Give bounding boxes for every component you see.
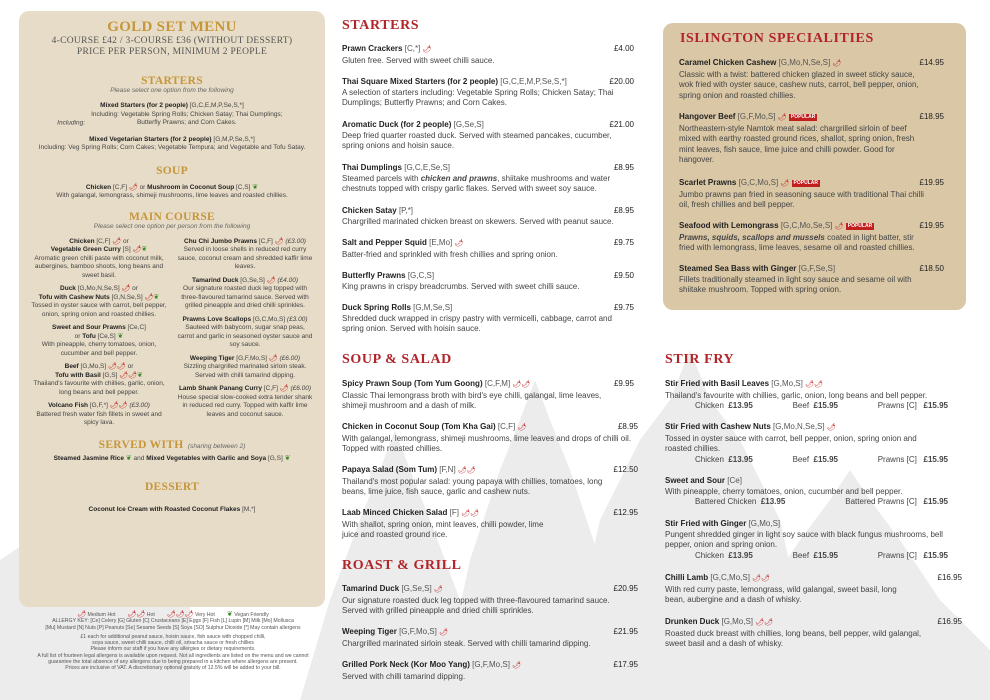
gold-dessert-heading: DESSERT [144, 481, 200, 493]
menu-item: Prawn Crackers [C,*] 🌶 £4.00 Gluten free. Served with sweet chilli sauce. [342, 44, 634, 65]
gold-main-item: Chicken [C,F] 🌶 or Vegetable Green Curry [S] 🌶❦ Aromatic green chilli paste with coconut milk, aubergines, bamboo shoots, long beans and sweet basil. [34, 237, 164, 279]
menu-item: Sweet and Sour [Ce] With pineapple, cherry tomatoes, onion, cucumber and bell pepper. Battered Chicken £13.95 Battered Prawns [C] £15.95 [665, 476, 948, 506]
gold-main-item: Weeping Tiger [G,F,Mo,S] 🌶 (£6.00) Sizzling chargrilled marinated sirloin steak. Served with chilli tamarind dipping. [183, 354, 307, 379]
legend-note: Please inform our staff if you have any allergies or dietary requirements. [90, 646, 256, 653]
gold-served-with: SERVED WITH (sharing between 2) [98, 438, 246, 451]
menu-item: Stir Fried with Ginger [G,Mo,S] Pungent shredded ginger in light soy sauce with black fungus mushrooms, bell pepper, onion and spring onion. Chicken £13.95 Beef £15.95 Prawns [C] £15.95 [665, 519, 948, 560]
gold-main-note: Please select one option per person from the following [93, 222, 251, 230]
legend-note: A full list of fourteen legal allergens is available upon request. Not all ingredients are listed on the menu and we cannot [37, 652, 309, 659]
popular-badge: POPULAR [847, 223, 873, 229]
allergy-legend [22, 612, 324, 672]
menu-item: Duck Spring Rolls [G,M,Se,S] £9.75 Shredded duck wrapped in crispy pastry with vermicelli, cabbage, carrot and spring onion. Served with hoisin sauce. [342, 303, 634, 333]
menu-item: Stir Fried with Cashew Nuts [G,Mo,N,Se,S] 🌶 Tossed in oyster sauce with carrot, bell pepper, onion, spring onion and roasted chillies. Chicken £13.95 Beef £15.95 Prawns [C] £15.95 [665, 422, 948, 464]
legend-note: soya sauce, sweet chilli sauce, chilli oil, sriracha sauce or fresh chillies [92, 640, 254, 647]
menu-item: Chilli Lamb [G,C,Mo,S] 🌶🌶 £16.95 With red curry paste, lemongrass, wild galangal, sweet basil, long bean, aubergine and a dash of whisky. [665, 573, 962, 604]
stir-fry-heading: STIR FRY [665, 352, 735, 367]
gold-main-item: Chu Chi Jumbo Prawns [C,F] 🌶 (£3.00) Served in loose shells in reduced red curry sauce, coconut cream and shredded kaffir lime leaves. [177, 237, 313, 270]
gold-main-left-column [31, 238, 167, 433]
gold-dessert-item: Coconut Ice Cream with Roasted Coconut Flakes [M,*] [88, 506, 256, 513]
price-options: Chicken £13.95 Beef £15.95 Prawns [C] £15.95 [695, 454, 948, 464]
price-options: Chicken £13.95 Beef £15.95 Prawns [C] £15.95 [695, 550, 948, 560]
starters-heading: STARTERS [342, 18, 420, 33]
menu-item: Laab Minced Chicken Salad [F] 🌶🌶 £12.95 With shallot, spring onion, mint leaves, chilli powder, lime juice and roasted ground rice. [342, 508, 638, 539]
gold-main-item: Lamb Shank Panang Curry [C,F] 🌶 (£6.00) House special slow-cooked extra tender shank in reduced red curry. Topped with kaffir lime leaves and coconut sauce. [177, 385, 313, 418]
chili-icon: 🌶🌶 [127, 611, 146, 618]
price-options: Chicken £13.95 Beef £15.95 Prawns [C] £15.95 [695, 401, 948, 410]
gold-starters-note: Please select one option from the following [110, 87, 234, 94]
menu-item: Stir Fried with Basil Leaves [G,Mo,S] 🌶🌶 Thailand's favourite with chillies, garlic, onion, long beans and bell pepper. Chicken £13.95 Beef £15.95 Prawns [C] £15.95 [665, 379, 948, 410]
legend-note: Prices are inclusive of VAT. A discretionary optional gratuity of 12.5% will be added to your bill. [65, 665, 281, 672]
legend-note: guarantee the total absence of any allergens due to being prepared in a kitchen where allergens are present. [48, 659, 298, 666]
menu-item: Chicken Satay [P,*] £8.95 Chargrilled marinated chicken breast on skewers. Served with peanut sauce. [342, 206, 634, 226]
vegan-leaf-icon: ❦ [226, 611, 233, 618]
chili-icon: 🌶 [77, 611, 87, 618]
popular-badge: POPULAR [790, 114, 816, 120]
gold-main-item: Volcano Fish [G,F,*] 🌶🌶 (£3.00) Battered fresh water fish fillets in sweet and spicy lava. [36, 402, 162, 426]
menu-item: Butterfly Prawns [G,C,S] £9.50 King prawns in crispy breadcrumbs. Served with sweet chilli sauce. [342, 271, 634, 291]
menu-item: Steamed Sea Bass with Ginger [G,F,Se,S] £18.50 Fillets traditionally steamed in light soy sauce and sesame oil with shiitake mushroom. Topped with spring onion. [679, 264, 944, 294]
chili-icon: 🌶🌶🌶 [166, 611, 194, 618]
allergy-key-line: [Mu] Mustard [N] Nuts [P] Peanuts [Se] Sesame Seeds [S] Soya [SO] Sulphur Dioxide [*] May contain allergens [45, 624, 301, 631]
menu-item: Chicken in Coconut Soup (Tom Kha Gai) [C,F] 🌶 £8.95 With galangal, lemongrass, shimeji mushrooms, lime leaves and drops of chilli oil. Topped with roasted chillies. [342, 422, 638, 453]
menu-item: Weeping Tiger [G,F,Mo,S] 🌶 £21.95 Chargrilled marinated sirloin steak. Served with chilli tamarind dipping. [342, 627, 638, 648]
menu-item: Grilled Pork Neck (Kor Moo Yang) [G,F,Mo,S] 🌶 £17.95 Served with chilli tamarind dipping. [342, 660, 638, 681]
legend-note: £1 each for additional peanut sauce, hoisin sauce, fish sauce with chopped chilli, [80, 633, 266, 640]
islington-specialities-panel [663, 23, 966, 310]
roast-grill-heading: ROAST & GRILL [342, 558, 462, 573]
gold-served-with-desc: Steamed Jasmine Rice ❦ and Mixed Vegetables with Garlic and Soya [G,S] ❦ [53, 454, 291, 462]
chili-icon: 🌶 [128, 183, 138, 191]
menu-item: Thai Dumplings [G,C,E,Se,S] £8.95 Steamed parcels with chicken and prawns, shiitake mushrooms and water chestnuts topped with crispy garlic flakes. Served with sweet soy sauce. [342, 163, 634, 193]
menu-item: Salt and Pepper Squid [E,Mo] 🌶 £9.75 Batter-fried and sprinkled with fresh chillies and spring onion. [342, 238, 634, 259]
gold-main-item: Duck [G,Mo,N,Se,S] 🌶 or Tofu with Cashew Nuts [G,N,Se,S] 🌶❦ Tossed in oyster sauce with carrot, bell pepper, onion, spring onion and roasted chillies. [31, 285, 167, 318]
menu-item: Papaya Salad (Som Tum) [F,N] 🌶🌶 £12.50 Thailand's most popular salad: young papaya with chillies, tomatoes, long beans, lime juice, fish sauce, garlic and cashew nuts. [342, 465, 638, 496]
popular-badge: POPULAR [793, 180, 818, 186]
vegan-leaf-icon: ❦ [252, 183, 259, 191]
allergy-key-line: ALLERGY KEY: [Ce] Celery [G] Gluten [C] Crustaceans [E] Eggs [F] Fish [L] Lupin [M] Milk [Mo] Mollusca [52, 618, 294, 625]
islington-heading: ISLINGTON SPECIALITIES [680, 31, 874, 46]
gold-main-item: Prawns Love Scallops [G,C,Mo,S] (£3.00) Sauteed with babycorn, sugar snap peas, carrot and garlic in seasoned oyster sauce and soy sauce. [177, 315, 313, 348]
gold-set-menu-title: GOLD SET MENU [107, 19, 237, 35]
gold-set-menu-panel [19, 11, 325, 607]
menu-item: Hangover Beef [G,F,Mo,S] 🌶 POPULAR £18.95 Northeastern-style Namtok meat salad: chargrilled sirloin of beef mixed with earthy roasted ground rices, shallot, spring onion, fresh mint leaves, fish sauce, lime juice and chilli powder. Good for hangover. [679, 112, 944, 164]
gold-main-item: Sweet and Sour Prawns [Ce,C] or Tofu [Ce,S] ❦ With pineapple, cherry tomatoes, onion, cucumber and bell pepper. [41, 324, 157, 357]
menu-item: Caramel Chicken Cashew [G,Mo,N,Se,S] 🌶 £14.95 Classic with a twist: battered chicken glazed in sweet sticky sauce, wok fried with oyster sauce, cashew nuts, carrot, bell pepper, onion, spring onion and roasted chillies. [679, 58, 944, 100]
menu-item: Scarlet Prawns [G,C,Mo,S] 🌶 POPULAR £19.95 Jumbo prawns pan fried in seasoning sauce with traditional Thai chilli oil, fresh chillies and bell pepper. [679, 178, 944, 209]
gold-mixed-veg-starters: Mixed Vegetarian Starters (for 2 people) [G,M,P,Se,S,*] Including: Veg Spring Rolls; Corn Cakes; Vegetable Tempura; and Vegetable and Tofu Satay. [38, 135, 306, 151]
menu-item: Thai Square Mixed Starters (for 2 people) [G,C,E,M,P,Se,S,*] £20.00 A selection of starters including: Vegetable Spring Rolls; Chicken Satay; Thai Dumplings; Butterfly Prawns; and Corn Cakes. [342, 77, 634, 107]
gold-main-course-heading: MAIN COURSE [128, 210, 216, 223]
spice-legend-row: 🌶 Medium Hot 🌶🌶 Hot 🌶🌶🌶 Very Hot ❦ Vegan Friendly [77, 611, 269, 618]
gold-main-item: Tamarind Duck [G,Se,S] 🌶 (£4.00) Our signature roasted duck leg topped with three-flavoured tamarind sauce. Served with grilled pineapple and dried chilli sprinkles. [181, 276, 309, 309]
gold-main-item: Beef [G,Mo,S] 🌶🌶 or Tofu with Basil [G,S] 🌶🌶❦ Thailand's favourite with chillies, garlic, onion, long beans and bell pepper. [33, 363, 165, 396]
menu-item: Seafood with Lemongrass [G,C,Mo,Se,S] 🌶 POPULAR £19.95 Prawns, squids, scallops and mussels coated in light batter, stir fried with lemongrass, lime leaves, sesame oil and roasted chillies. [679, 221, 944, 252]
price-options: Battered Chicken £13.95 Battered Prawns [C] £15.95 [695, 497, 948, 506]
menu-item: Aromatic Duck (for 2 people) [G,Se,S] £21.00 Deep fried quarter roasted duck. Served with steamed pancakes, cucumber, spring onions and hoisin sauce. [342, 120, 634, 150]
gold-mixed-starters: Mixed Starters (for 2 people) [G,C,E,M,P,Se,S,*] Including: Including: Vegetable Spring Rolls; Chicken Satay; Thai Dumplings; Butterfly Prawns; and Corn Cakes. [57, 102, 283, 126]
gold-main-right-column [177, 238, 313, 433]
gold-price-line: 4-COURSE £42 / 3-COURSE £36 (WITHOUT DESSERT) [51, 36, 293, 46]
gold-soup-item: Chicken [C,F] 🌶 or Mushroom in Coconut Soup [C,S] ❦ With galangal, lemongrass, shimeji mushrooms, lime leaves and roasted chillies. [56, 183, 288, 199]
gold-starters-heading: STARTERS [141, 75, 203, 87]
soup-salad-heading: SOUP & SALAD [342, 352, 452, 367]
gold-min-line: PRICE PER PERSON, MINIMUM 2 PEOPLE [76, 47, 268, 57]
gold-main-course-columns [19, 238, 325, 433]
gold-soup-heading: SOUP [156, 164, 188, 177]
menu-item: Tamarind Duck [G,Se,S] 🌶 £20.95 Our signature roasted duck leg topped with three-flavoured tamarind sauce. Served with grilled pineapple and dried chilli sprinkles. [342, 584, 638, 615]
menu-item: Spicy Prawn Soup (Tom Yum Goong) [C,F,M] 🌶🌶 £9.95 Classic Thai lemongrass broth with bird's eye chilli, galangal, lime leaves, shimeji mushroom and a dash of milk. [342, 379, 634, 410]
menu-item: Drunken Duck [G,Mo,S] 🌶🌶 £16.95 Roasted duck breast with chillies, long beans, bell pepper, wild galangal, sweet basil and a dash of whisky. [665, 617, 962, 648]
